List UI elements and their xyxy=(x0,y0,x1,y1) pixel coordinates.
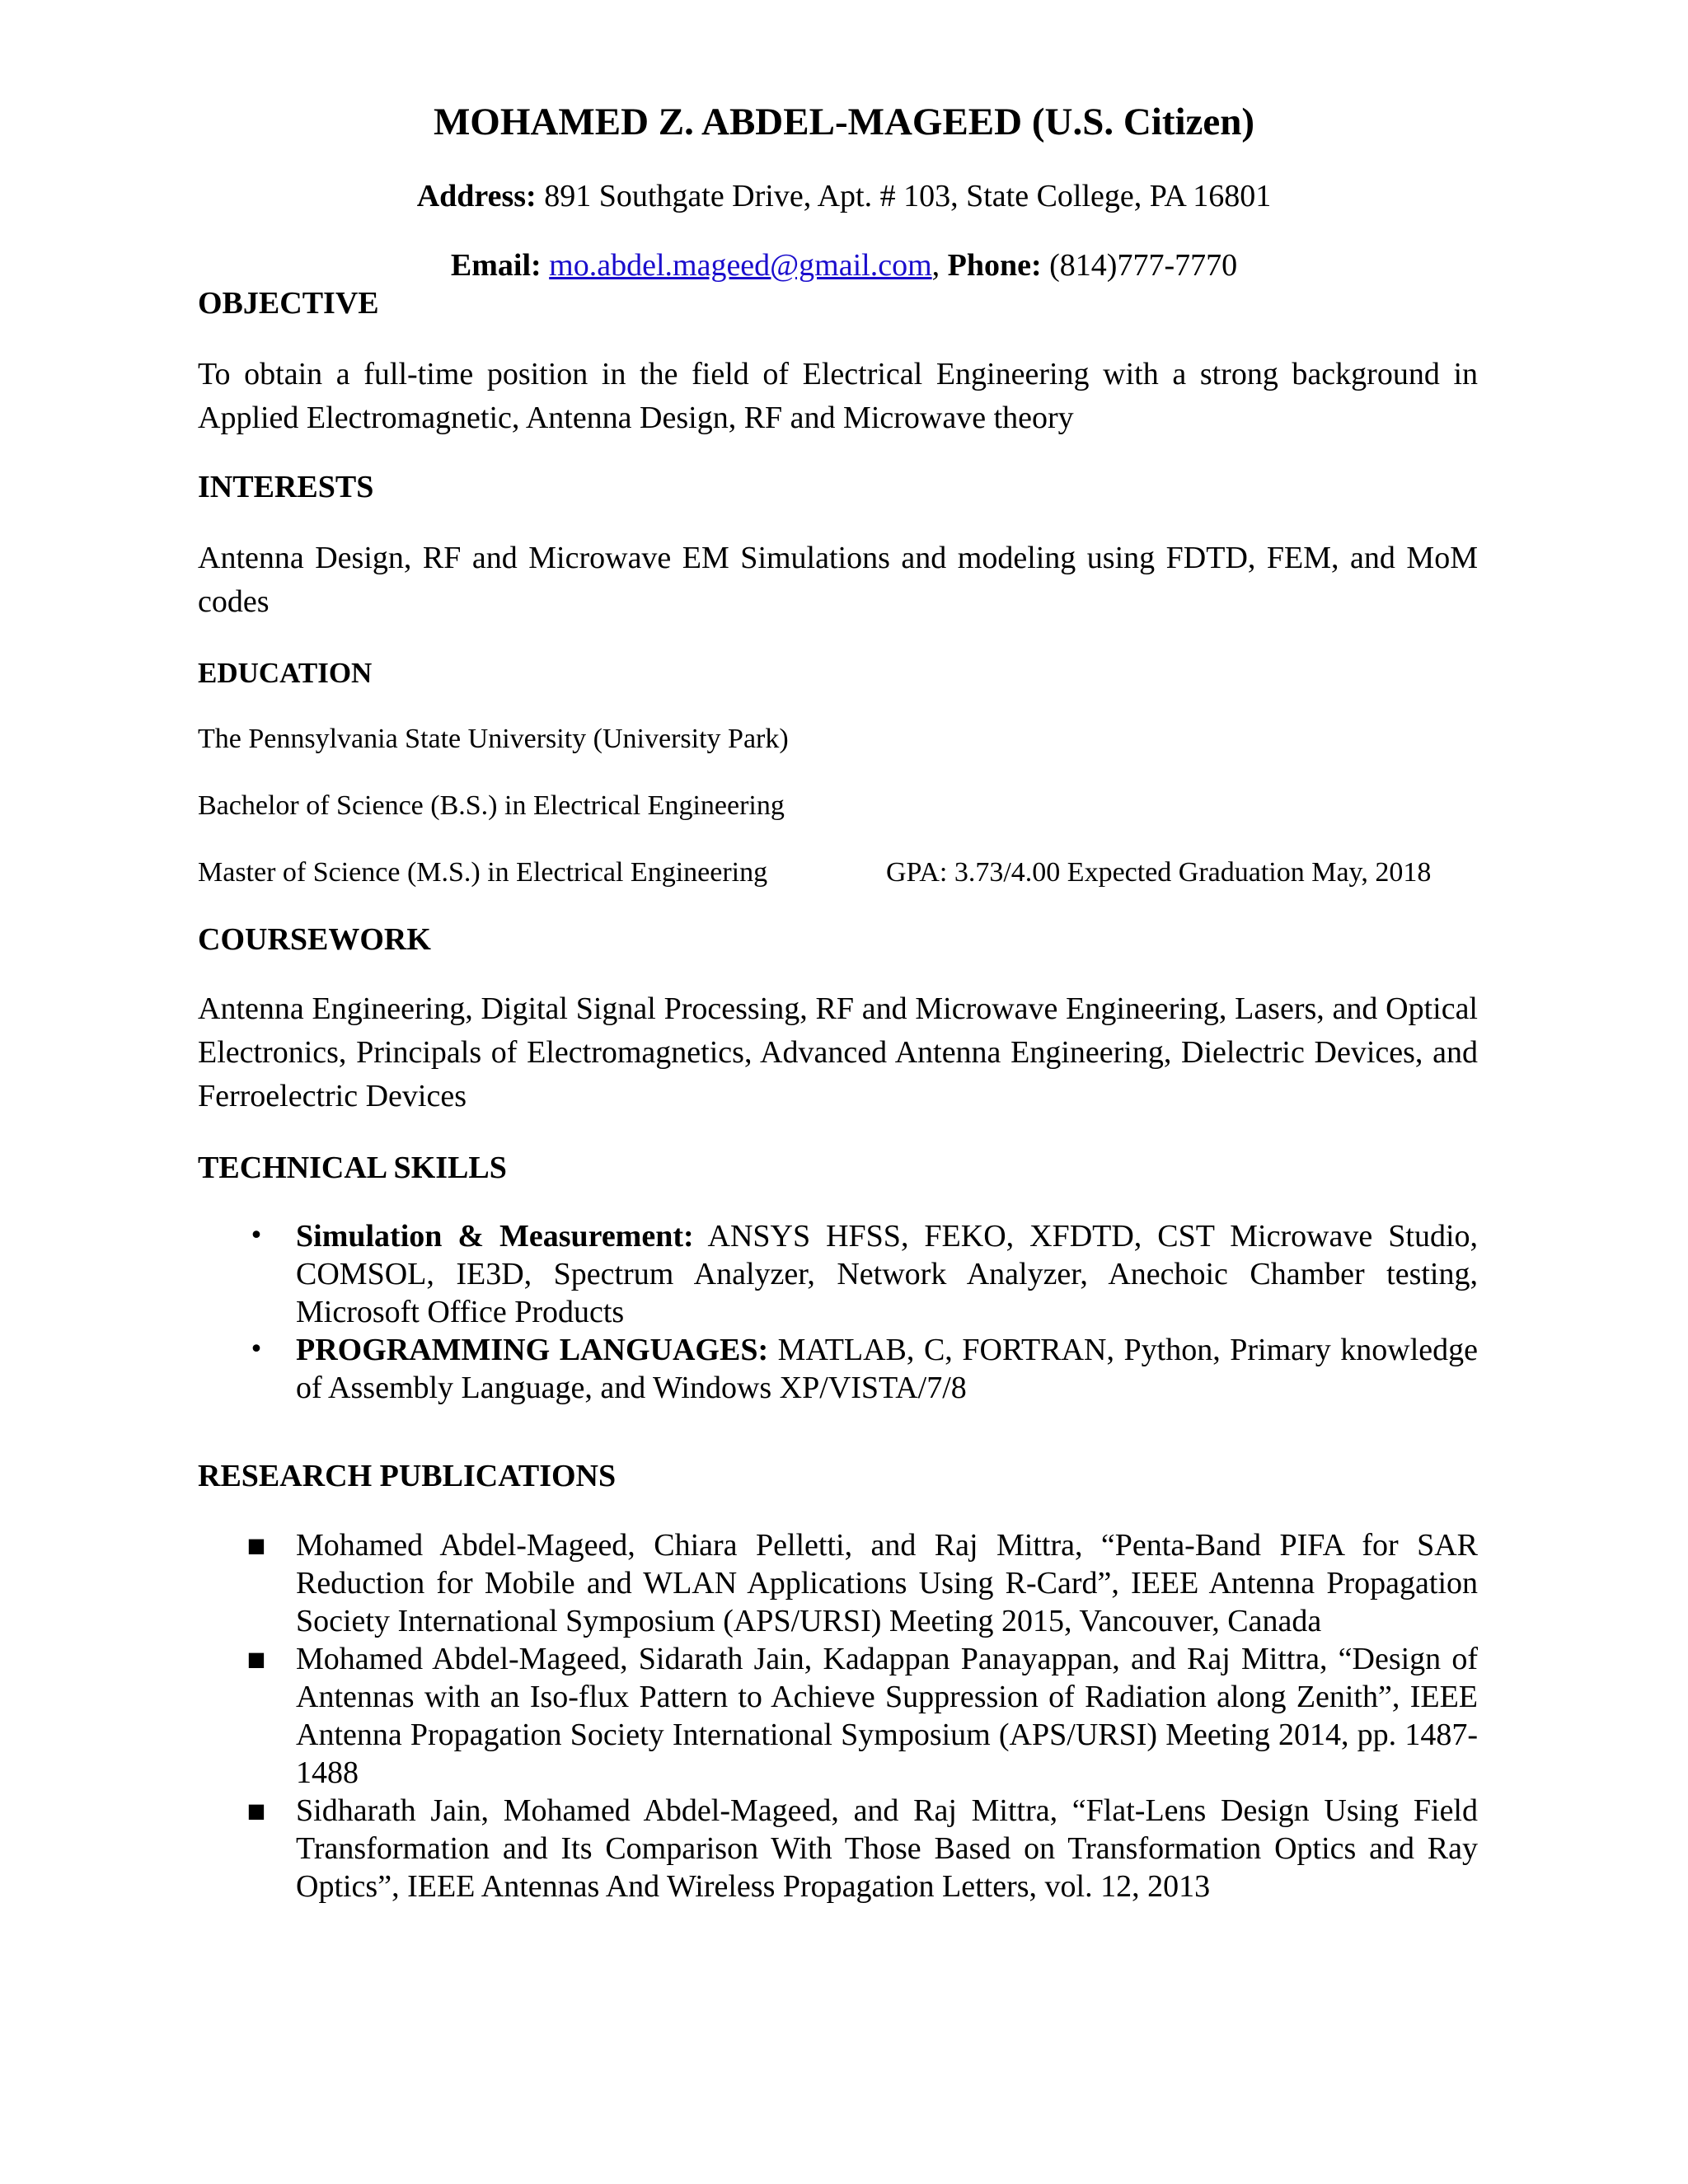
publication-item xyxy=(198,1792,1478,1905)
square-bullet-icon: ■ xyxy=(246,1647,266,1671)
skill-text: ANSYS HFSS, FEKO, XFDTD, CST Microwave Studio, COMSOL, IE3D, Spectrum Analyzer, Network Analyzer, Anechoic Chamber testing, Microsoft Office Products xyxy=(296,1219,1479,1329)
skill-text: MATLAB, C, FORTRAN, Python, Primary knowledge of Assembly Language, and Windows XP/VISTA/7/8 xyxy=(296,1333,1478,1405)
education-gpa-and-graduation xyxy=(886,855,1431,891)
coursework-text: Antenna Engineering, Digital Signal Processing, RF and Microwave Engineering, Lasers, and Optical Electronics, Principals of Electromagnetics, Advanced Antenna Engineering, Dielectric Devices, and Ferroelectric Devices xyxy=(198,991,1478,1113)
publication-item xyxy=(198,1640,1478,1792)
skill-item-programming xyxy=(198,1331,1478,1407)
email-label: Email: xyxy=(450,248,542,283)
education-degree-ms: Master of Science (M.S.) in Electrical Engineering xyxy=(198,857,768,888)
address-label: Address: xyxy=(416,179,537,213)
square-bullet-icon: ■ xyxy=(246,1799,266,1822)
education-gpa: GPA: 3.73/4.00 xyxy=(886,857,1061,888)
skill-item-simulation xyxy=(198,1217,1478,1331)
publication-text: Mohamed Abdel-Mageed, Sidarath Jain, Kadappan Panayappan, and Raj Mittra, “Design of Antennas with an Iso-flux Pattern to Achieve Suppression of Radiation along Zenith”, IEEE Antenna Propagation Society International Symposium (APS/URSI) Meeting 2014, pp. 1487-1488 xyxy=(296,1642,1478,1790)
publication-text: Sidharath Jain, Mohamed Abdel-Mageed, and Raj Mittra, “Flat-Lens Design Using Field Transformation and Its Comparison With Those Based on Transformation Optics and Ray Optics”, IEEE Antennas And Wireless Propagation Letters, vol. 12, 2013 xyxy=(296,1793,1478,1904)
interests-heading: INTERESTS xyxy=(198,470,374,504)
bullet-icon: • xyxy=(249,1335,264,1364)
objective-heading: OBJECTIVE xyxy=(198,286,379,321)
skill-label: PROGRAMMING LANGUAGES: xyxy=(296,1333,769,1367)
publications-list xyxy=(198,1526,1478,1905)
bullet-icon: • xyxy=(249,1221,264,1250)
coursework-heading: COURSEWORK xyxy=(198,922,431,957)
candidate-name: MOHAMED Z. ABDEL-MAGEED (U.S. Citizen) xyxy=(433,101,1255,143)
publications-heading: RESEARCH PUBLICATIONS xyxy=(198,1459,617,1493)
interests-text: Antenna Design, RF and Microwave EM Simulations and modeling using FDTD, FEM, and MoM codes xyxy=(198,541,1478,619)
publication-item xyxy=(198,1526,1478,1640)
education-school: The Pennsylvania State University (University Park) xyxy=(198,724,789,754)
square-bullet-icon: ■ xyxy=(246,1534,266,1557)
email-link[interactable]: mo.abdel.mageed@gmail.com xyxy=(549,248,932,283)
education-graduation: Expected Graduation May, 2018 xyxy=(1067,857,1432,888)
technical-skills-heading: TECHNICAL SKILLS xyxy=(198,1151,507,1185)
objective-text: To obtain a full-time position in the field of Electrical Engineering with a strong background in Applied Electromagnetic, Antenna Design, RF and Microwave theory xyxy=(198,357,1478,435)
address-line xyxy=(0,176,1688,217)
phone-value: (814)777-7770 xyxy=(1041,248,1238,283)
address-value: 891 Southgate Drive, Apt. # 103, State College, PA 16801 xyxy=(536,179,1272,213)
contact-line: Email: mo.abdel.mageed@gmail.com, Phone: (814)777-7770 xyxy=(450,248,1238,283)
education-heading: EDUCATION xyxy=(198,657,373,689)
skill-label: Simulation & Measurement: xyxy=(296,1219,694,1254)
technical-skills-list xyxy=(198,1217,1478,1407)
phone-label: Phone: xyxy=(947,248,1042,283)
education-degree-bs: Bachelor of Science (B.S.) in Electrical Engineering xyxy=(198,790,785,821)
publication-text: Mohamed Abdel-Mageed, Chiara Pelletti, and Raj Mittra, “Penta-Band PIFA for SAR Reduction for Mobile and WLAN Applications Using R-Card”, IEEE Antenna Propagation Society International Symposium (APS/URSI) Meeting 2015, Vancouver, Canada xyxy=(296,1528,1478,1638)
